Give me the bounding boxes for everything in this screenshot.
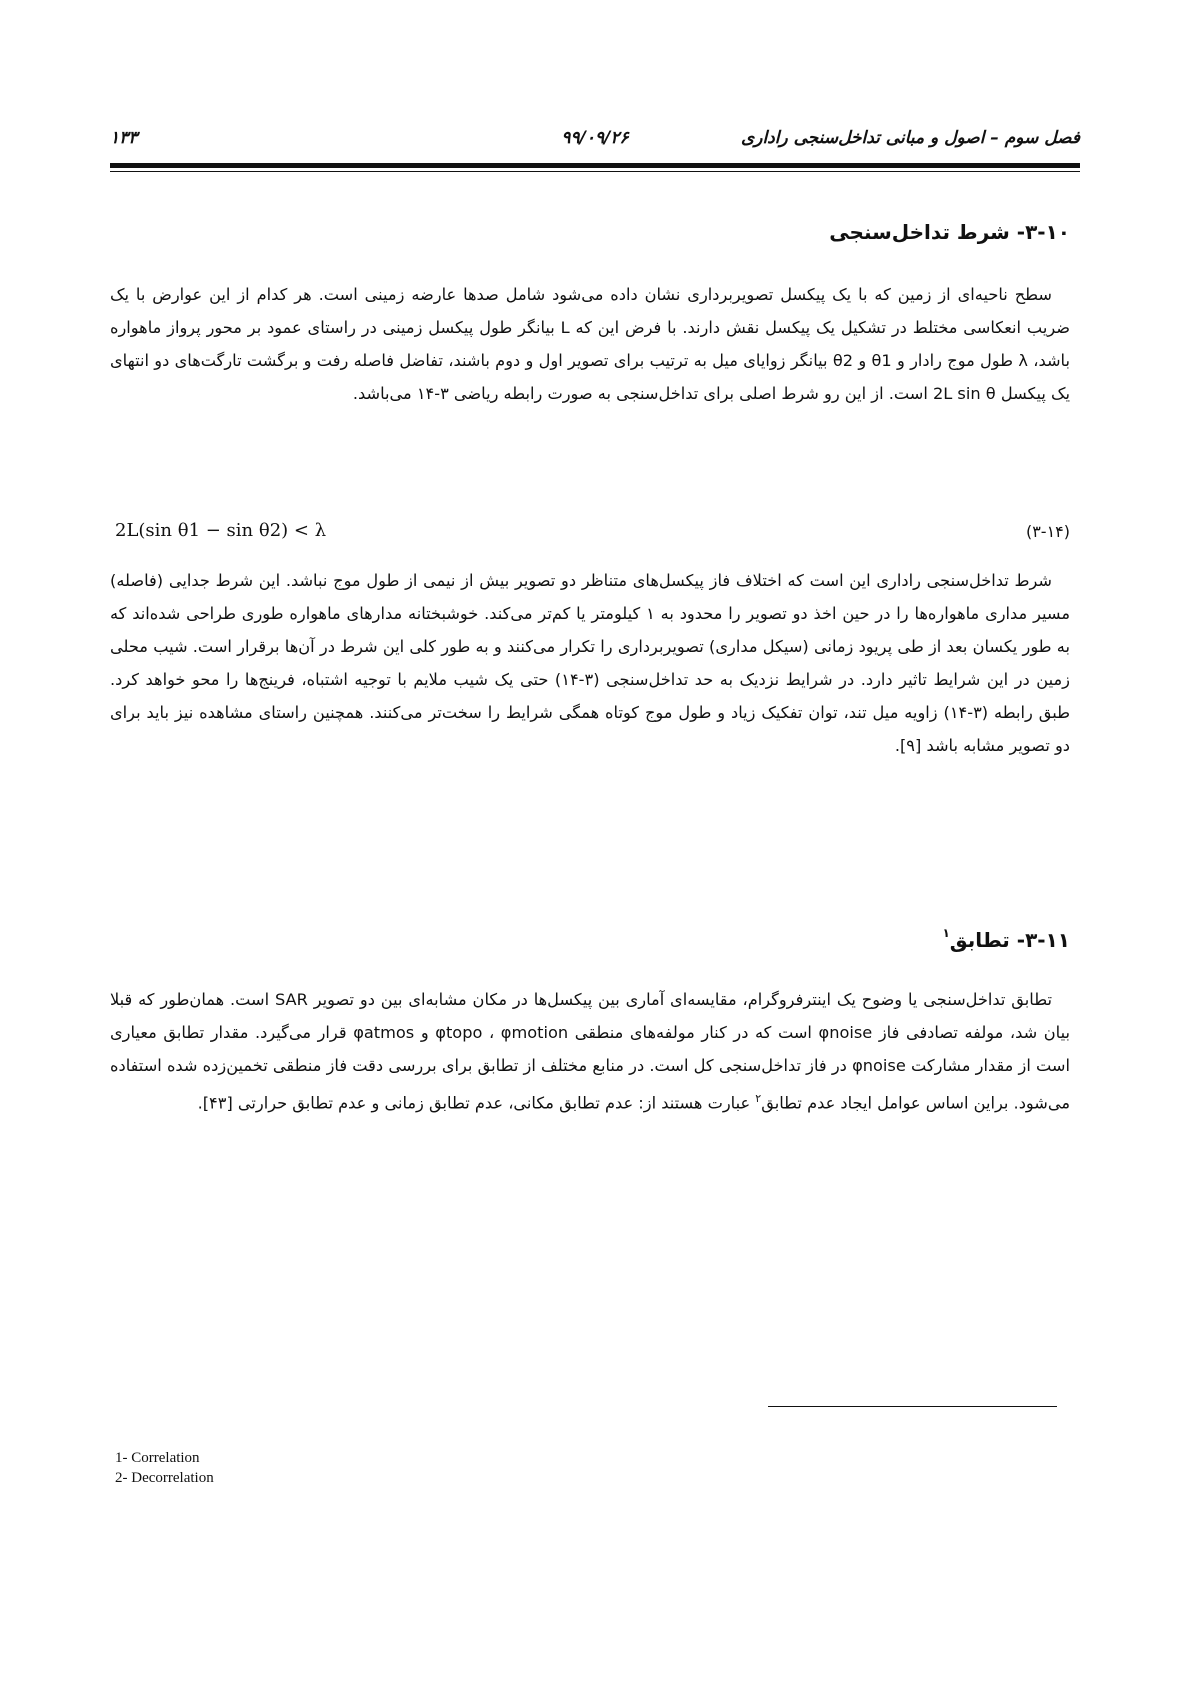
footnote-separator <box>768 1406 1057 1407</box>
paragraph-text: تطابق تداخل‌سنجی یا وضوح یک اینترفروگرام، مقایسه‌ای آماری بین پیکسل‌ها در مکان مشابه‌ای بین دو تصویر SAR است. همان‌طور که قبلا بیان شد، مولفه تصادفی فاز φnoise است که در کنار مولفه‌های منطقی φtopo ، φmotion و φatmos قرار می‌گیرد. مقدار تطابق معیاری است از مقدار مشارکت φnoise در فاز تداخل‌سنجی کل است. در منابع مختلف از تطابق برای بررسی دقت فاز منطقی تخمین‌زده شده استفاده می‌شود. براین اساس عوامل ایجاد عدم تطابق <box>110 990 1070 1113</box>
paragraph-text: سطح ناحیه‌ای از زمین که با یک پیکسل تصویربرداری نشان داده می‌شود شامل صدها عارضه زمینی است. هر کدام از این عوارض با یک ضریب انعکاسی مختلط در تشکیل یک پیکسل نقش دارند. با فرض این که L بیانگر طول پیکسل زمینی در راستای عمود بر محور پرواز ماهواره باشد، λ طول موج رادار و θ1 و θ2 بیانگر زوایای میل به ترتیب برای تصویر اول و دوم باشند، تفاضل فاصله رفت و برگشت تارگت‌های دو انتهای یک پیکسل 2L sin θ است. از این رو شرط اصلی برای تداخل‌سنجی به صورت رابطه ریاضی ۳-۱۴ می‌باشد. <box>110 285 1070 403</box>
section-heading-coherence <box>942 926 1070 952</box>
equation-number: (۳-۱۴) <box>1025 522 1070 541</box>
paragraph-text: شرط تداخل‌سنجی راداری این است که اختلاف فاز پیکسل‌های متناظر دو تصویر بیش از نیمی از طول موج نباشد. این شرط جدایی (فاصله) مسیر مداری ماهواره‌ها را در حین اخذ دو تصویر را محدود به ۱ کیلومتر یا کم‌تر می‌کند. خوشبختانه مدارهای ماهواره طوری طراحی شده‌اند که به طور یکسان بعد از طی پریود زمانی (سیکل مداری) تصویربرداری را تکرار می‌کنند و به طور کلی این شرط در آن‌ها برقرار است. شیب محلی زمین در این شرایط تاثیر دارد. در شرایط نزدیک به حد تداخل‌سنجی (۳-۱۴) حتی یک شیب ملایم با توجیه اشتباه، فرینج‌ها را محو خواهد کرد. طبق رابطه (۳-۱۴) زاویه میل تند، توان تفکیک زیاد و طول موج کوتاه همگی شرایط را سخت‌تر می‌کنند. همچنین راستای مشاهده نیز باید برای دو تصویر مشابه باشد [۹]. <box>110 571 1071 755</box>
heading-text: ۳-۱۱- تطابق <box>949 928 1070 952</box>
paragraph-interferometry-condition <box>110 278 1070 410</box>
page-header <box>110 128 1080 158</box>
footnote-mark: ۲ <box>755 1092 762 1105</box>
section-heading-interferometry-condition: ۳-۱۰- شرط تداخل‌سنجی <box>829 220 1070 244</box>
footnote-mark: ۱ <box>942 926 950 940</box>
equation: 2L(sin θ1 − sin θ2) < λ <box>115 520 327 541</box>
header-date: ۹۹/۰۹/۲۶ <box>561 128 629 148</box>
footnote-1: 1- Correlation <box>115 1450 200 1466</box>
chapter-title: فصل سوم – اصول و مبانی تداخل‌سنجی راداری <box>740 128 1080 148</box>
paragraph-coherence <box>110 983 1070 1119</box>
paragraph-text-continued: عبارت هستند از: عدم تطابق مکانی، عدم تطابق زمانی و عدم تطابق حرارتی [۴۳]. <box>197 1093 756 1113</box>
paragraph-condition-details <box>110 564 1070 762</box>
header-rule-thin <box>110 171 1080 172</box>
page-number: ۱۳۳ <box>110 128 138 148</box>
header-rule-thick <box>110 163 1080 168</box>
footnote-2: 2- Decorrelation <box>115 1470 214 1486</box>
